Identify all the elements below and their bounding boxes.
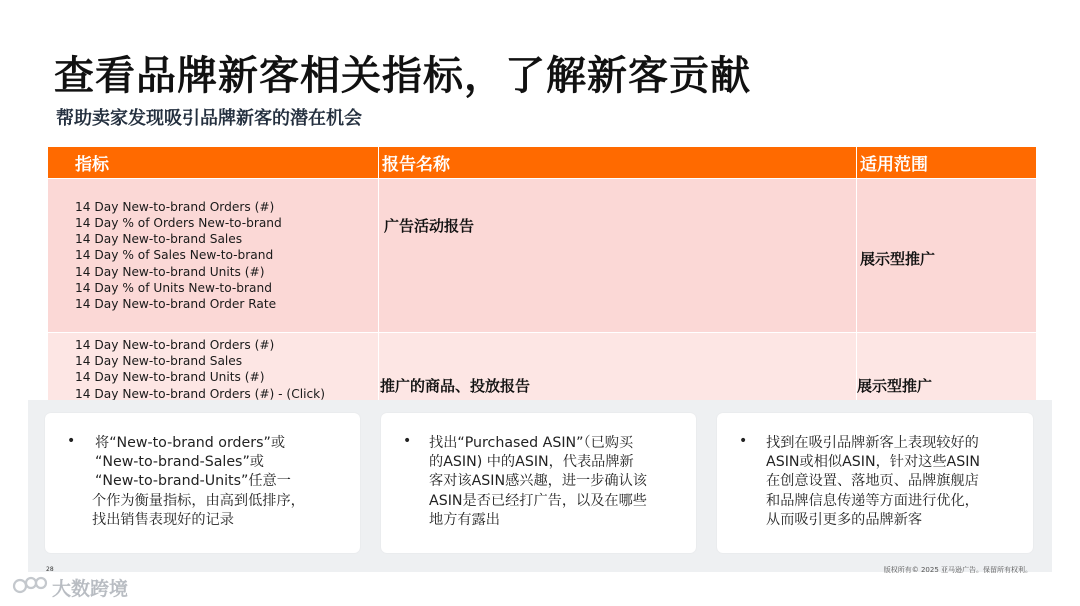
tip-text xyxy=(92,434,357,530)
tip-card-2 xyxy=(381,413,696,553)
tip-line: 个作为衡量指标，由高到低排序， xyxy=(92,492,305,509)
report-name-cell xyxy=(379,179,857,333)
tip-line: 在创意设置、落地页、品牌旗舰店 xyxy=(766,473,979,490)
bullet-point: • xyxy=(739,433,748,449)
metric-item: 14 Day New-to-brand Sales xyxy=(75,232,243,247)
copyright-notice: 版权所有© 2025 亚马逊广告。保留所有权利。 xyxy=(883,566,1032,574)
report-name: 推广的商品、投放报告 xyxy=(380,377,531,395)
tip-line: 找出销售表现好的记录 xyxy=(92,511,234,528)
tip-line: 找出“Purchased ASIN”（已购买 xyxy=(429,435,634,451)
tip-line: 从而吸引更多的品牌新客 xyxy=(766,511,923,528)
tip-card-1 xyxy=(45,413,360,553)
scope-cell xyxy=(857,179,1037,333)
header-metric: 指标 xyxy=(48,147,379,179)
tip-line: “New-to-brand-Sales”或 xyxy=(95,454,264,471)
bullet-point: • xyxy=(67,433,76,449)
page-subtitle: 帮助卖家发现吸引品牌新客的潜在机会 xyxy=(56,108,362,129)
tip-card-3 xyxy=(717,413,1033,553)
report-name: 广告活动报告 xyxy=(384,217,475,235)
metrics-cell xyxy=(48,179,379,333)
metric-item: 14 Day New-to-brand Units (#) xyxy=(75,370,265,385)
page-title: 查看品牌新客相关指标，了解新客贡献 xyxy=(54,53,751,99)
metric-list xyxy=(48,199,378,312)
header-report-name: 报告名称 xyxy=(379,147,857,179)
metric-item: 14 Day New-to-brand Sales xyxy=(75,354,243,369)
scope-label: 展示型推广 xyxy=(860,250,936,268)
tip-line: 找到在吸引品牌新客上表现较好的 xyxy=(766,435,979,451)
metric-item: 14 Day New-to-brand Orders (#) xyxy=(75,199,275,214)
metric-item: 14 Day % of Orders New-to-brand xyxy=(75,215,282,230)
bullet-point: • xyxy=(403,433,412,449)
tip-line: 地方有露出 xyxy=(429,511,500,528)
tip-line: 客对该ASIN感兴趣，进一步确认该 xyxy=(429,473,647,490)
watermark xyxy=(12,574,128,601)
watermark-text: 大数跨境 xyxy=(52,578,129,600)
tip-line: “New-to-brand-Units”任意一 xyxy=(95,473,291,490)
metric-item: 14 Day New-to-brand Orders (#) - (Click) xyxy=(75,386,325,401)
tip-line: ASIN或相似ASIN，针对这些ASIN xyxy=(766,454,981,471)
scope-label: 展示型推广 xyxy=(857,377,933,395)
table-header-row xyxy=(48,147,1037,179)
metric-item: 14 Day New-to-brand Units (#) xyxy=(75,264,265,279)
tip-line: 的ASIN) 中的ASIN，代表品牌新 xyxy=(429,454,634,471)
tip-line: 和品牌信息传递等方面进行优化， xyxy=(766,492,979,509)
table-row xyxy=(48,179,1037,333)
tip-line: ASIN是否已经打广告，以及在哪些 xyxy=(429,492,647,509)
metrics-table xyxy=(47,146,1037,439)
tip-text xyxy=(766,434,1030,530)
watermark-logo-icon xyxy=(12,575,48,600)
page-number: 28 xyxy=(46,566,54,573)
metric-item: 14 Day % of Sales New-to-brand xyxy=(75,248,274,263)
metric-item: 14 Day % of Units New-to-brand xyxy=(75,280,272,295)
metric-item: 14 Day New-to-brand Order Rate xyxy=(75,297,277,311)
tip-text xyxy=(429,434,693,530)
header-scope: 适用范围 xyxy=(857,147,1037,179)
metric-item: 14 Day New-to-brand Orders (#) xyxy=(75,337,275,352)
tip-line: 将“New-to-brand orders”或 xyxy=(95,435,286,451)
